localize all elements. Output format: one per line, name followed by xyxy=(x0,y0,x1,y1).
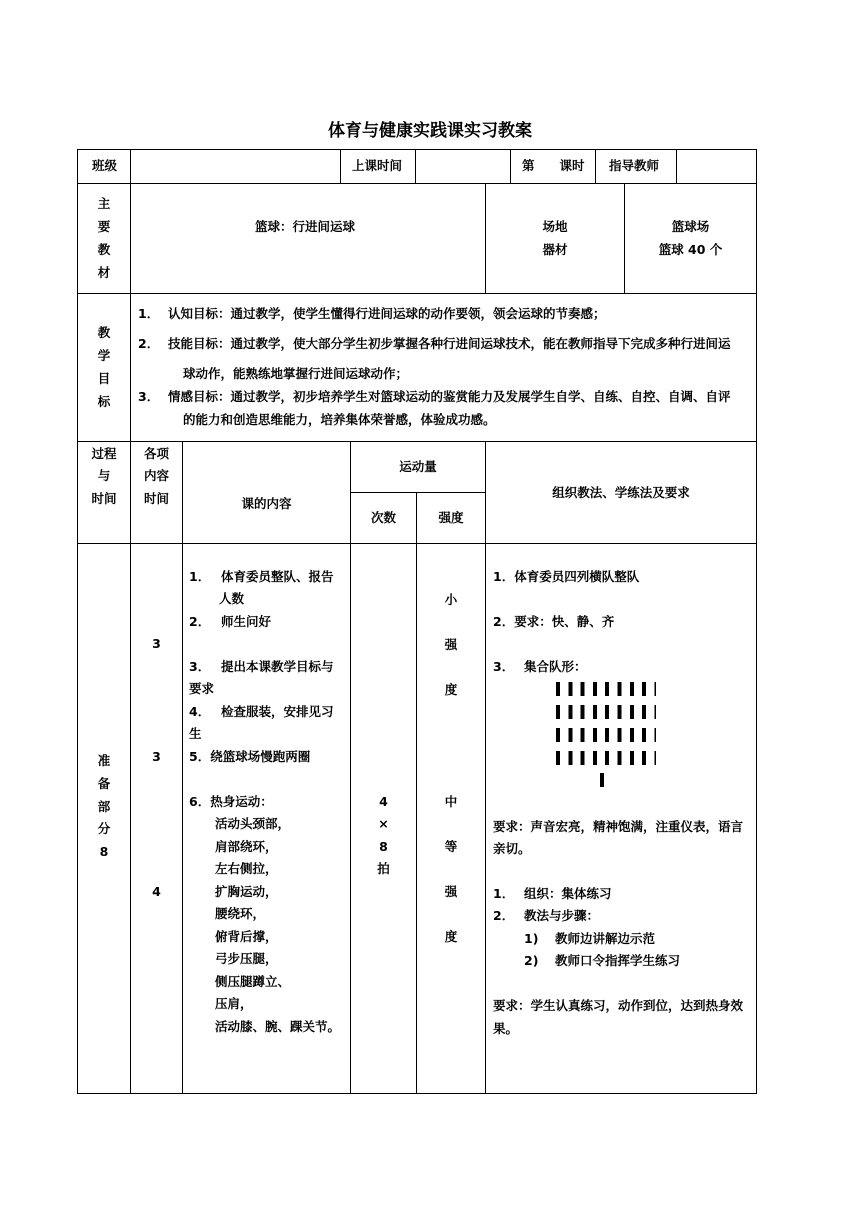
content-line: 侧压腿蹲立、 xyxy=(215,974,291,989)
page-title: 体育与健康实践课实习教案 xyxy=(328,121,532,141)
teacher-icon xyxy=(600,773,604,787)
student-row-icon xyxy=(556,751,656,765)
content-line: 扩胸运动， xyxy=(215,884,278,899)
item-time: 4 xyxy=(152,884,161,899)
teacher-label: 指导教师 xyxy=(609,158,660,173)
content-line: 弓步压腿， xyxy=(215,951,278,966)
intensity-header: 强度 xyxy=(438,510,464,525)
load-header: 运动量 xyxy=(399,459,437,474)
student-row-icon xyxy=(556,728,656,742)
content-header: 课的内容 xyxy=(241,496,292,511)
content-line: 肩部绕环， xyxy=(215,839,278,854)
material-topic: 篮球：行进间运球 xyxy=(255,219,356,234)
content-line: 压肩， xyxy=(215,996,253,1011)
item-time: 3 xyxy=(152,749,161,764)
content-line: 人数 xyxy=(219,591,245,606)
content-line: 生 xyxy=(189,726,202,741)
content-line: 活动膝、腕、踝关节。 xyxy=(215,1019,341,1034)
student-row-icon xyxy=(556,682,656,696)
content-line: 5．绕篮球场慢跑两圈 xyxy=(189,749,311,764)
session-label: 第 课时 xyxy=(522,158,585,173)
method-line: 亲切。 xyxy=(493,841,531,856)
method-line: 1．体育委员四列横队整队 xyxy=(493,569,640,584)
count-header: 次数 xyxy=(370,510,396,525)
method-line: 要求：学生认真练习，动作到位，达到热身效 xyxy=(493,998,744,1013)
content-line: 6．热身运动： xyxy=(189,794,273,809)
venue-value: 篮球场 xyxy=(671,219,710,234)
equipment-value: 篮球 40 个 xyxy=(658,242,723,257)
method-line: 要求：声音宏亮，精神饱满，注重仪表，语言 xyxy=(493,819,744,834)
content-line: 左右侧拉， xyxy=(215,861,278,876)
class-label: 班级 xyxy=(92,158,118,173)
content-line: 活动头颈部， xyxy=(215,816,291,831)
venue-label: 场地 xyxy=(542,219,568,234)
method-line: 2．要求：快、静、齐 xyxy=(493,614,615,629)
method-line: 果。 xyxy=(493,1021,519,1036)
content-line: 俯背后撑， xyxy=(215,929,278,944)
item-time: 3 xyxy=(152,636,161,651)
method-header: 组织教法、学练法及要求 xyxy=(552,485,690,500)
student-row-icon xyxy=(556,705,656,719)
content-line: 腰绕环， xyxy=(215,906,266,921)
equipment-label: 器材 xyxy=(542,242,568,257)
content-line: 要求 xyxy=(189,681,215,696)
class-time-label: 上课时间 xyxy=(352,158,403,173)
